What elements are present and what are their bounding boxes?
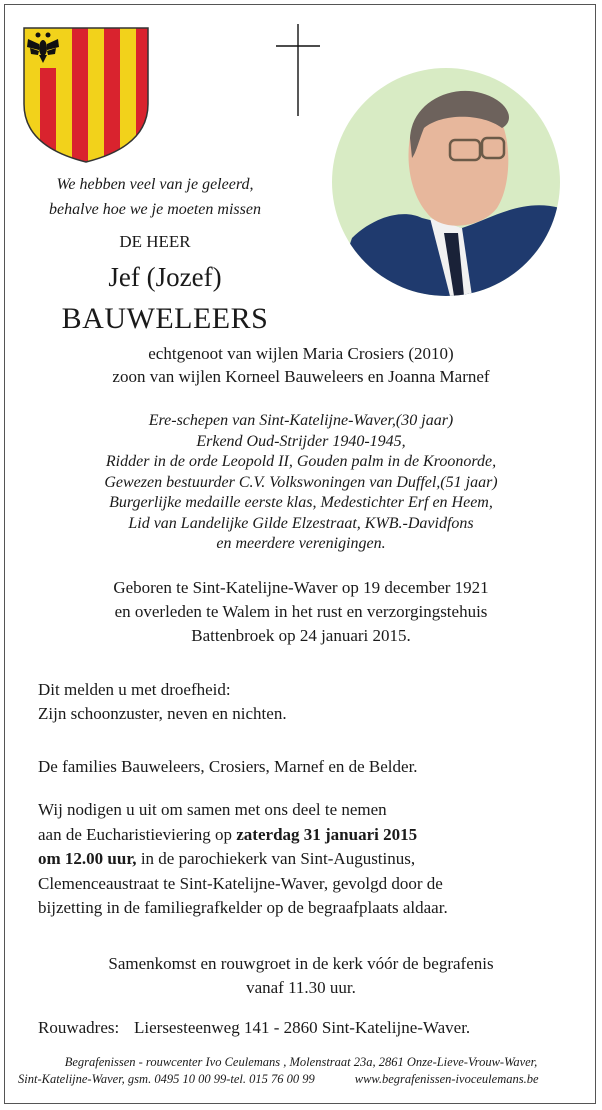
undertaker-website: www.begrafenissen-ivoceulemans.be xyxy=(354,1072,539,1086)
honor-line: Gewezen bestuurder C.V. Volkswoningen van Duffel,(51 jaar) xyxy=(104,473,498,491)
invitation-text: aan de Eucharistieviering op xyxy=(38,824,237,844)
honorific: DE HEER xyxy=(119,232,191,251)
announcement xyxy=(38,678,578,726)
birth-death-line: Battenbroek op 24 januari 2015. xyxy=(191,626,411,645)
honor-line: Burgerlijke medaille eerste klas, Medestichter Erf en Heem, xyxy=(109,494,493,511)
service-time: om 12.00 uur, xyxy=(38,849,137,868)
families-line: De families Bauweleers, Crosiers, Marnef en de Belder. xyxy=(38,757,418,776)
undertaker-contact xyxy=(18,1072,588,1087)
honor-line: Lid van Landelijke Gilde Elzestraat, KWB.-Davidfons xyxy=(128,514,474,532)
motto xyxy=(20,172,290,222)
honor-line: Erkend Oud-Strijder 1940-1945, xyxy=(196,432,406,450)
undertaker-phone: Sint-Katelijne-Waver, gsm. 0495 10 00 99-tel. 015 76 00 99 xyxy=(18,1072,315,1086)
gathering-info xyxy=(0,952,602,1000)
cross-icon xyxy=(276,24,320,116)
honor-line: Ridder in de orde Leopold II, Gouden palm in de Kroonorde, xyxy=(105,453,497,470)
birth-death-line: Geboren te Sint-Katelijne-Waver op 19 december 1921 xyxy=(113,578,489,597)
honor-line: en meerdere verenigingen. xyxy=(216,535,386,552)
motto-line: We hebben veel van je geleerd, xyxy=(56,176,254,193)
coat-of-arms xyxy=(22,26,150,164)
relation-line: zoon van wijlen Korneel Bauweleers en Joanna Marnef xyxy=(112,367,490,386)
gathering-line: Samenkomst en rouwgroet in de kerk vóór de begrafenis xyxy=(108,954,494,973)
undertaker-info: Begrafenissen - rouwcenter Ivo Ceulemans , Molenstraat 23a, 2861 Onze-Lieve-Vrouw-Waver, xyxy=(64,1055,538,1069)
birth-death-line: en overleden te Walem in het rust en verzorgingstehuis xyxy=(114,602,488,621)
invitation-line xyxy=(38,847,584,872)
first-name: Jef (Jozef) xyxy=(108,262,222,292)
birth-death-info xyxy=(0,576,602,648)
invitation xyxy=(38,798,584,921)
mourning-address xyxy=(38,1018,598,1038)
gathering-line: vanaf 11.30 uur. xyxy=(246,978,356,997)
portrait-photo xyxy=(332,68,560,296)
announcement-line: Zijn schoonzuster, neven en nichten. xyxy=(38,704,287,723)
relation-line: echtgenoot van wijlen Maria Crosiers (2010) xyxy=(148,344,454,363)
invitation-line: Clemenceaustraat te Sint-Katelijne-Waver, gevolgd door de xyxy=(38,873,443,893)
announcement-line: Dit melden u met droefheid: xyxy=(38,680,231,699)
invitation-line: Wij nodigen u uit om samen met ons deel te nemen xyxy=(38,800,387,819)
motto-line: behalve hoe we je moeten missen xyxy=(49,201,261,218)
honors-list xyxy=(0,411,602,555)
honor-line: Ere-schepen van Sint-Katelijne-Waver,(30 jaar) xyxy=(148,412,454,429)
address-value: Liersesteenweg 141 - 2860 Sint-Katelijne-Waver. xyxy=(134,1018,471,1037)
last-name: BAUWELEERS xyxy=(61,302,269,335)
invitation-text: in de parochiekerk van Sint-Augustinus, xyxy=(136,849,416,868)
service-date: zaterdag 31 januari 2015 xyxy=(236,824,418,844)
invitation-line: bijzetting in de familiegrafkelder op de begraafplaats aldaar. xyxy=(38,898,448,917)
invitation-line xyxy=(38,823,584,848)
address-label: Rouwadres: xyxy=(38,1018,120,1037)
relations xyxy=(0,342,602,388)
